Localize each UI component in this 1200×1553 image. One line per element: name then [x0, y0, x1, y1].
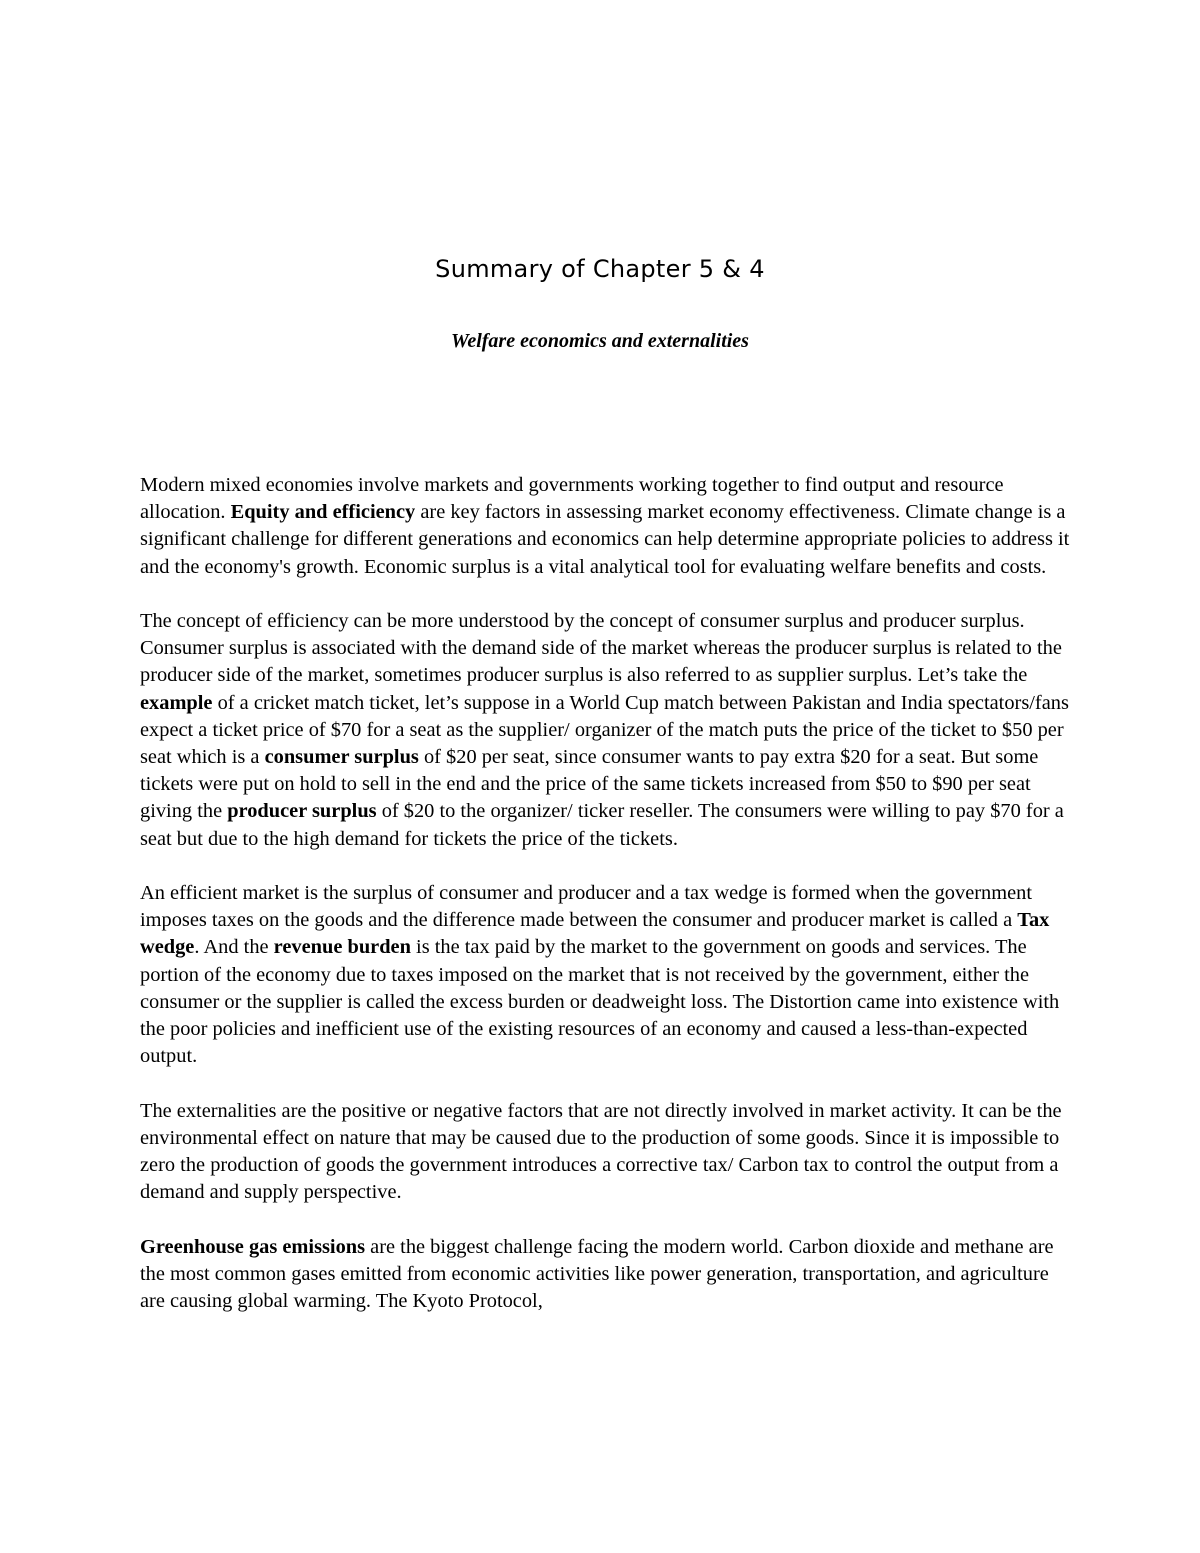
page-subtitle: Welfare economics and externalities	[451, 330, 749, 352]
text-run: is the tax paid by the market to the government on goods and services. The portion of the economy due to taxes imposed on the market that is not received by the government, either the consumer or the supplier is called the excess burden or deadweight loss. The Distortion came into existence with the poor policies and inefficient use of the existing resources of an economy and caused a less-than-expected output.	[140, 936, 1060, 1068]
document-body	[140, 472, 1070, 1342]
paragraph	[140, 880, 1070, 1070]
text-run: of a cricket match ticket, let’s suppose in a World Cup match between Pakistan and India spectators/fans expect a ticket price of $70 for a seat as the supplier/ organizer of the match puts the price of the ticket to $50 per seat which is a	[140, 691, 1069, 769]
paragraph	[140, 1098, 1070, 1207]
bold-term: Tax wedge	[140, 909, 1050, 959]
bold-term: example	[140, 691, 213, 714]
bold-term: Greenhouse gas emissions	[140, 1235, 366, 1258]
text-run: The concept of efficiency can be more understood by the concept of consumer surplus and producer surplus. Consumer surplus is associated with the demand side of the market whereas the producer surplus is related to the producer side of the market, sometimes producer surplus is also referred to as supplier surplus. Let’s take the	[140, 610, 1062, 687]
paragraph	[140, 608, 1070, 853]
text-run: . And the	[194, 936, 274, 959]
text-run: are key factors in assessing market economy effectiveness. Climate change is a significant challenge for different generations and economics can help determine appropriate policies to address it and the economy's growth. Economic surplus is a vital analytical tool for evaluating welfare benefits and costs.	[140, 501, 1070, 578]
paragraph	[140, 472, 1070, 581]
text-run: of $20 per seat, since consumer wants to pay extra $20 for a seat. But some tickets were put on hold to sell in the end and the price of the same tickets increased from $50 to $90 per seat giving the	[140, 746, 1039, 823]
text-run: are the biggest challenge facing the modern world. Carbon dioxide and methane are the most common gases emitted from economic activities like power generation, transportation, and agriculture are causing global warming. The Kyoto Protocol,	[140, 1235, 1054, 1313]
bold-term: Equity and efficiency	[230, 501, 416, 524]
text-run: The externalities are the positive or negative factors that are not directly involved in market activity. It can be the environmental effect on nature that may be caused due to the production of some goods. Since it is impossible to zero the production of goods the government introduces a corrective tax/ Carbon tax to control the output from a demand and supply perspective.	[140, 1099, 1062, 1204]
paragraph	[140, 1234, 1070, 1316]
bold-term: revenue burden	[273, 936, 411, 959]
bold-term: producer surplus	[227, 800, 377, 823]
text-run: of $20 to the organizer/ ticker reseller. The consumers were willing to pay $70 for a seat but due to the high demand for tickets the price of the tickets.	[140, 800, 1064, 850]
text-run: Modern mixed economies involve markets and governments working together to find output and resource allocation.	[140, 474, 1004, 524]
page-title: Summary of Chapter 5 & 4	[435, 255, 765, 283]
bold-term: consumer surplus	[264, 746, 419, 769]
text-run: An efficient market is the surplus of consumer and producer and a tax wedge is formed when the government imposes taxes on the goods and the difference made between the consumer and producer market is called a	[140, 882, 1033, 932]
